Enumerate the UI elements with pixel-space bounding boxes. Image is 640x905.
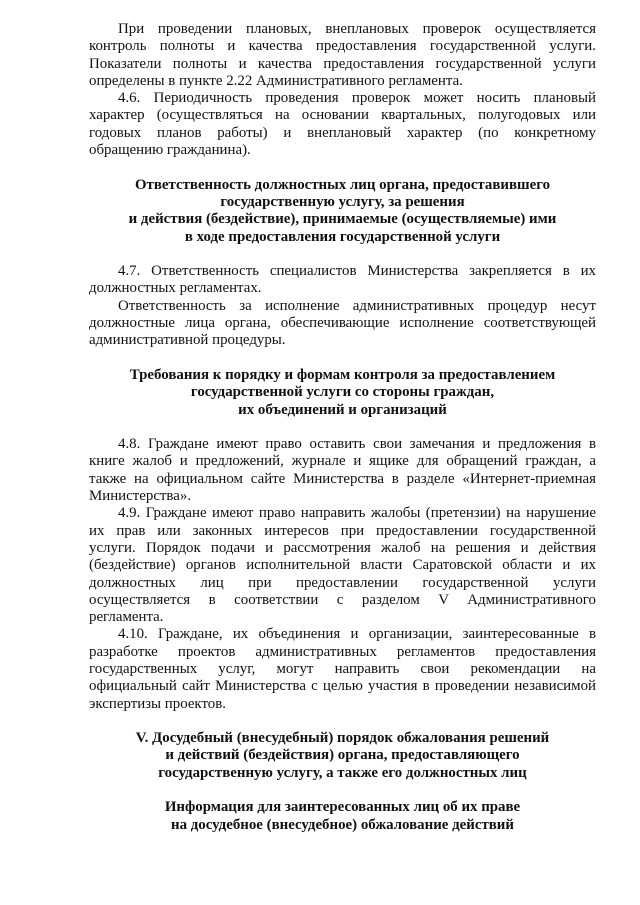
heading-line: в ходе предоставления государственной услуги <box>184 228 501 245</box>
paragraph-line: 4.10. Граждане, их объединения и организации, заинтересованные в <box>118 626 596 643</box>
paragraph-line: 4.6. Периодичность проведения проверок может носить плановый <box>118 90 596 107</box>
heading-line: и действия (бездействие), принимаемые (осуществляемые) ими <box>128 211 557 228</box>
paragraph-line: также на официальном сайте Министерства в разделе «Интернет-приемная <box>89 470 596 487</box>
paragraph-line: (бездействие) органов исполнительной власти Саратовской области и их <box>89 557 596 574</box>
paragraph-line: обращению гражданина). <box>89 142 251 159</box>
paragraph-line: характер (осуществляться на основании квартальных, полугодовых или <box>89 107 596 124</box>
heading-line: и действий (бездействия) органа, предоставляющего <box>165 747 520 764</box>
paragraph-line: определены в пункте 2.22 Административного регламента. <box>89 72 463 89</box>
paragraph-line: должностные лица органа, обеспечивающие исполнение соответствующей <box>89 315 596 332</box>
paragraph-line: 4.7. Ответственность специалистов Министерства закрепляется в их <box>118 263 596 280</box>
paragraph-line: разработке проектов административных регламентов предоставления <box>89 643 596 660</box>
paragraph-4-10 <box>89 626 596 712</box>
paragraph-line: официальный сайт Министерства с целью участия в проведении независимой <box>89 678 596 695</box>
paragraph-line: государственных услуг, могут направить свои рекомендации на <box>89 660 596 677</box>
heading-control-requirements <box>89 367 596 419</box>
document-page <box>89 21 596 851</box>
paragraph-line: Показатели полноты и качества предоставления государственной услуги <box>89 55 596 72</box>
paragraph-line: При проведении плановых, внеплановых проверок осуществляется <box>118 21 596 37</box>
heading-section-v <box>89 730 596 782</box>
paragraph-4-8 <box>89 436 596 505</box>
heading-line: их объединений и организаций <box>238 401 447 418</box>
paragraph-line: экспертизы проектов. <box>89 695 226 712</box>
heading-line: государственную услугу, а также его должностных лиц <box>158 764 527 781</box>
heading-line: на досудебное (внесудебное) обжалование действий <box>171 816 514 833</box>
heading-line: Требования к порядку и формам контроля за предоставлением <box>129 366 556 383</box>
paragraph-line: годовых планов работы) и внеплановый характер (по конкретному <box>89 124 596 141</box>
paragraph-line: регламента. <box>89 609 164 626</box>
heading-officials-responsibility <box>89 177 596 246</box>
heading-line: государственной услуги со стороны граждан, <box>190 384 495 401</box>
paragraph-line: должностных регламентах. <box>89 280 262 297</box>
heading-appeal-information <box>89 799 596 834</box>
paragraph-4-6 <box>89 90 596 159</box>
paragraph-line: Министерства». <box>89 488 192 505</box>
heading-line: Ответственность должностных лиц органа, предоставившего <box>134 176 551 193</box>
paragraph-procedure-responsibility <box>89 298 596 350</box>
paragraph-line: административной процедуры. <box>89 332 286 349</box>
paragraph-line: их прав или законных интересов при предоставлении государственной <box>89 522 596 539</box>
paragraph-4-9 <box>89 505 596 626</box>
paragraph-line: 4.9. Граждане имеют право направить жалобы (претензии) на нарушение <box>118 505 596 522</box>
paragraph-line: Ответственность за исполнение административных процедур несут <box>118 297 596 314</box>
heading-line: государственную услугу, за решения <box>220 193 465 210</box>
paragraph-line: книге жалоб и предложений, журнале и ящике для обращений граждан, а <box>89 453 596 470</box>
paragraph-line: 4.8. Граждане имеют право оставить свои замечания и предложения в <box>118 436 596 453</box>
paragraph-line: контроль полноты и качества предоставления государственной услуги. <box>89 38 596 55</box>
paragraph-line: осуществляется в соответствии с разделом V Административного <box>89 591 596 608</box>
heading-line: V. Досудебный (внесудебный) порядок обжалования решений <box>135 730 550 747</box>
heading-line: Информация для заинтересованных лиц об их праве <box>164 799 521 816</box>
paragraph-line: услуги. Порядок подачи и рассмотрения жалоб на решения и действия <box>89 539 596 556</box>
paragraph-inspection-control <box>89 21 596 90</box>
paragraph-line: должностных лиц при предоставлении государственной услуги <box>89 574 596 591</box>
paragraph-4-7 <box>89 263 596 298</box>
